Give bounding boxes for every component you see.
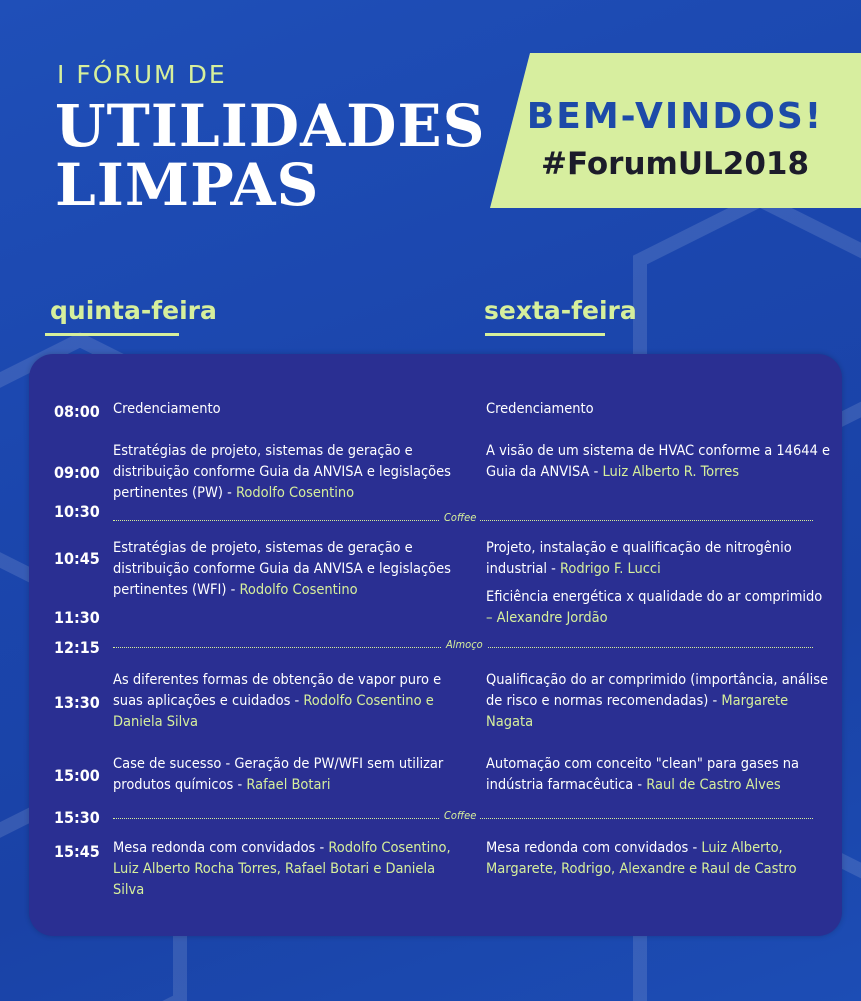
welcome-text: BEM-VINDOS! — [526, 96, 824, 137]
session-title: Estratégias de projeto, sistemas de geração e distribuição conforme Guia da ANVISA e legislações pertinentes (PW) - — [113, 443, 451, 501]
session-speaker: Rodolfo Cosentino e Daniela Silva — [113, 693, 434, 730]
friday-session — [486, 399, 831, 420]
time-slot: 09:00 — [54, 463, 100, 482]
hashtag-text: #ForumUL2018 — [540, 146, 810, 182]
session-speaker: Raul de Castro Alves — [646, 777, 781, 793]
forum-title-line2: LIMPAS — [55, 151, 320, 219]
session-title: Qualificação do ar comprimido (importância, análise de risco e normas recomendadas) - — [486, 672, 829, 709]
forum-pre-title: I FÓRUM DE — [57, 60, 227, 89]
friday-session — [486, 441, 831, 483]
time-slot: 15:45 — [54, 842, 100, 861]
break-label: Coffee — [440, 809, 480, 822]
time-slot: 15:00 — [54, 766, 100, 785]
session-speaker: Rodrigo F. Lucci — [559, 561, 661, 577]
friday-session — [486, 754, 831, 796]
thursday-session — [113, 399, 458, 420]
break-label: Coffee — [440, 511, 480, 524]
thursday-session — [113, 670, 458, 733]
session-speaker: Rafael Botari — [246, 777, 331, 793]
day-underline-thursday — [45, 333, 179, 336]
friday-session — [486, 838, 831, 880]
session-title: Projeto, instalação e qualificação de nitrogênio industrial - — [486, 540, 792, 577]
time-slot: 10:30 — [54, 502, 100, 521]
session-title: Mesa redonda com convidados - — [113, 840, 329, 856]
time-slot: 15:30 — [54, 808, 100, 827]
time-slot: 11:30 — [54, 608, 100, 627]
session-title: Estratégias de projeto, sistemas de geração e distribuição conforme Guia da ANVISA e legislações pertinentes (WFI) - — [113, 540, 451, 598]
session-speaker: Rodolfo Cosentino — [236, 485, 355, 501]
thursday-session — [113, 838, 458, 901]
session-speaker: Rodolfo Cosentino, Luiz Alberto Rocha Torres, Rafael Botari e Daniela Silva — [113, 840, 451, 898]
day-header-thursday: quinta-feira — [50, 296, 217, 325]
friday-session — [486, 538, 831, 580]
session-title: Mesa redonda com convidados - — [486, 840, 702, 856]
session-speaker: – Alexandre Jordão — [486, 610, 608, 626]
thursday-session — [113, 754, 458, 796]
forum-title-line1: UTILIDADES — [55, 92, 486, 160]
time-slot: 12:15 — [54, 638, 100, 657]
day-underline-friday — [485, 333, 605, 336]
time-slot: 10:45 — [54, 549, 100, 568]
friday-session — [486, 587, 831, 629]
session-title: As diferentes formas de obtenção de vapor puro e suas aplicações e cuidados - — [113, 672, 442, 709]
session-speaker: Luiz Alberto R. Torres — [602, 464, 740, 480]
session-speaker: Rodolfo Cosentino — [239, 582, 358, 598]
session-title: Automação com conceito "clean" para gases na indústria farmacêutica - — [486, 756, 800, 793]
session-speaker: Luiz Alberto, Margarete, Rodrigo, Alexandre e Raul de Castro — [486, 840, 797, 877]
session-title: Eficiência energética x qualidade do ar comprimido — [486, 589, 823, 605]
thursday-session — [113, 441, 458, 504]
session-speaker: Margarete Nagata — [486, 693, 789, 730]
time-slot: 08:00 — [54, 402, 100, 421]
break-label: Almoço — [442, 638, 487, 651]
session-title: Case de sucesso - Geração de PW/WFI sem utilizar produtos químicos - — [113, 756, 444, 793]
friday-session — [486, 670, 831, 733]
thursday-session — [113, 538, 458, 601]
session-title: Credenciamento — [486, 401, 594, 417]
session-title: A visão de um sistema de HVAC conforme a 14644 e Guia da ANVISA - — [486, 443, 831, 480]
day-header-friday: sexta-feira — [484, 296, 637, 325]
time-slot: 13:30 — [54, 693, 100, 712]
session-title: Credenciamento — [113, 401, 221, 417]
